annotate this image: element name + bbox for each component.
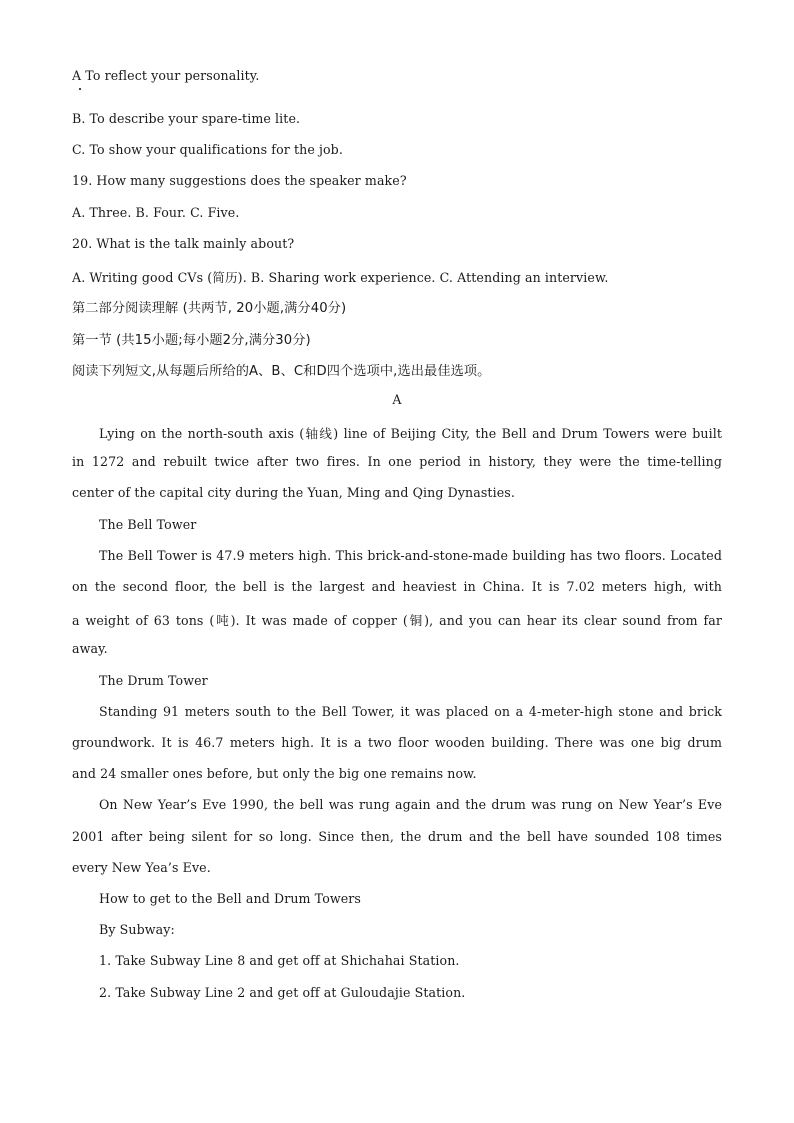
bell-tower-heading: The Bell Tower <box>99 517 197 532</box>
stray-mark <box>79 88 81 90</box>
part2-heading: 第二部分阅读理解 (共两节, 20小题,满分40分) <box>72 301 347 316</box>
drum-line-2: groundwork. It is 46.7 meters high. It is a two floor wooden building. There was one big drum <box>72 735 722 750</box>
passage-label: A <box>392 392 402 407</box>
new-year-line-2: 2001 after being silent for so long. Since then, the drum and the bell have sounded 108 times <box>72 829 722 844</box>
q20-options: A. Writing good CVs (简历). B. Sharing work experience. C. Attending an interview. <box>72 270 609 285</box>
drum-tower-heading: The Drum Tower <box>99 673 208 688</box>
q19-options: A. Three. B. Four. C. Five. <box>72 205 240 220</box>
q18-option-c: C. To show your qualifications for the job. <box>72 142 343 157</box>
directions-heading: How to get to the Bell and Drum Towers <box>99 891 361 906</box>
intro-line-3: center of the capital city during the Yuan, Ming and Qing Dynasties. <box>72 485 515 500</box>
bell-line-1: The Bell Tower is 47.9 meters high. This brick-and-stone-made building has two floors. Located <box>99 548 722 563</box>
intro-line-2: in 1272 and rebuilt twice after two fires. In one period in history, they were the time-telling <box>72 454 722 469</box>
subway-label: By Subway: <box>99 922 175 937</box>
section1-heading: 第一节 (共15小题;每小题2分,满分30分) <box>72 333 311 348</box>
subway-route-2: 2. Take Subway Line 2 and get off at Guloudajie Station. <box>99 985 466 1000</box>
q18-option-a: A To reflect your personality. <box>72 68 260 83</box>
drum-line-1: Standing 91 meters south to the Bell Tower, it was placed on a 4-meter-high stone and brick <box>99 704 722 719</box>
drum-line-3: and 24 smaller ones before, but only the big one remains now. <box>72 766 477 781</box>
q20-question: 20. What is the talk mainly about? <box>72 236 295 251</box>
bell-line-4: away. <box>72 641 108 656</box>
bell-line-3: a weight of 63 tons (吨). It was made of copper (铜), and you can hear its clear sound from far <box>72 613 722 628</box>
reading-instruction: 阅读下列短文,从每题后所给的A、B、C和D四个选项中,选出最佳选项。 <box>72 364 491 379</box>
q19-question: 19. How many suggestions does the speaker make? <box>72 173 407 188</box>
q18-option-b: B. To describe your spare-time lite. <box>72 111 301 126</box>
bell-line-2: on the second floor, the bell is the largest and heaviest in China. It is 7.02 meters high, with <box>72 579 722 594</box>
new-year-line-3: every New Yea’s Eve. <box>72 860 211 875</box>
subway-route-1: 1. Take Subway Line 8 and get off at Shichahai Station. <box>99 953 460 968</box>
intro-line-1: Lying on the north-south axis (轴线) line of Beijing City, the Bell and Drum Towers were built <box>99 426 722 441</box>
new-year-line-1: On New Year’s Eve 1990, the bell was rung again and the drum was rung on New Year’s Eve <box>99 797 722 812</box>
